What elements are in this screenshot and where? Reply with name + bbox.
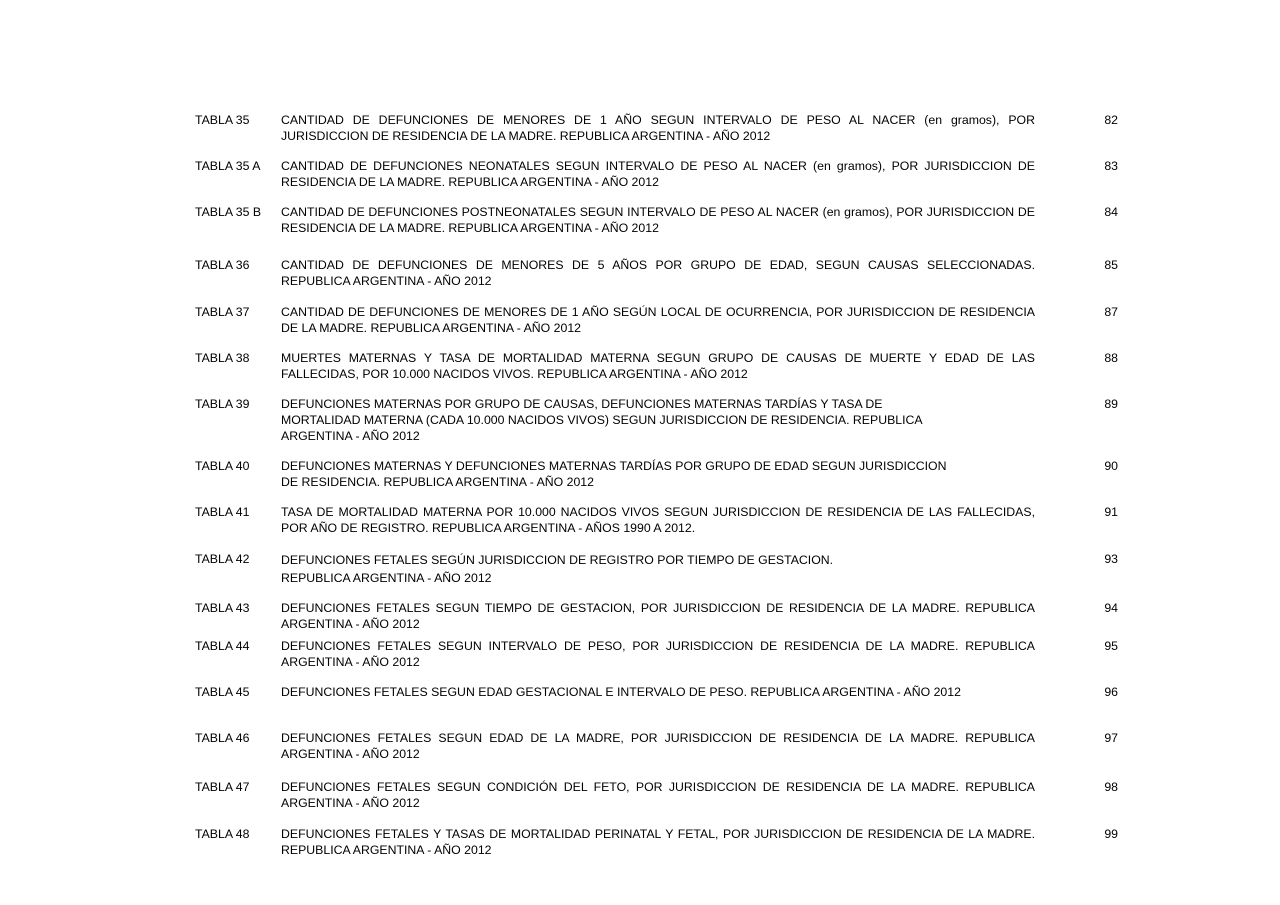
toc-entry-description: CANTIDAD DE DEFUNCIONES NEONATALES SEGUN INTERVALO DE PESO AL NACER (en gramos), POR JURISDICCION DE RESIDENCIA DE LA MADRE. REPUBLICA ARGENTINA - AÑO 2012	[281, 159, 1035, 189]
toc-entry-label: TABLA 45	[195, 685, 250, 699]
toc-entry-description: DEFUNCIONES FETALES SEGUN INTERVALO DE PESO, POR JURISDICCION DE RESIDENCIA DE LA MADRE. REPUBLICA ARGENTINA - AÑO 2012	[281, 639, 1035, 669]
toc-entry-tabla-40[interactable]	[195, 458, 1125, 506]
toc-entry-tabla-38[interactable]	[195, 350, 1125, 398]
toc-entry-description-line: DEFUNCIONES FETALES SEGÚN JURISDICCION DE REGISTRO POR TIEMPO DE GESTACION.	[281, 553, 834, 567]
toc-entry-label: TABLA 35	[195, 113, 250, 127]
toc-entry-page-number: 85	[1104, 258, 1118, 272]
toc-entry-label: TABLA 44	[195, 639, 250, 653]
toc-entry-label: TABLA 36	[195, 258, 250, 272]
toc-entry-tabla-46[interactable]	[195, 730, 1125, 778]
toc-entry-tabla-35[interactable]	[195, 112, 1125, 160]
toc-entry-page-number: 87	[1104, 305, 1118, 319]
toc-entry-description-line: ARGENTINA - AÑO 2012	[281, 429, 420, 443]
toc-entry-page-number: 84	[1104, 205, 1118, 219]
toc-entry-page-number: 89	[1104, 397, 1118, 411]
toc-entry-tabla-39[interactable]	[195, 396, 1125, 460]
toc-entry-page-number: 88	[1104, 351, 1118, 365]
toc-entry-tabla-35-b[interactable]	[195, 204, 1125, 252]
toc-entry-label: TABLA 46	[195, 731, 250, 745]
toc-entry-description-line: REPUBLICA ARGENTINA - AÑO 2012	[281, 571, 492, 585]
toc-entry-tabla-35-a[interactable]	[195, 158, 1125, 206]
toc-entry-description: DEFUNCIONES FETALES Y TASAS DE MORTALIDAD PERINATAL Y FETAL, POR JURISDICCION DE RESIDENCIA DE LA MADRE. REPUBLICA ARGENTINA - AÑO 2012	[281, 827, 1035, 857]
toc-entry-description: CANTIDAD DE DEFUNCIONES DE MENORES DE 5 AÑOS POR GRUPO DE EDAD, SEGUN CAUSAS SELECCIONADAS. REPUBLICA ARGENTINA - AÑO 2012	[281, 258, 1035, 288]
toc-entry-description-line: DEFUNCIONES MATERNAS POR GRUPO DE CAUSAS, DEFUNCIONES MATERNAS TARDÍAS Y TASA DE	[281, 397, 883, 411]
toc-entry-page-number: 97	[1104, 731, 1118, 745]
toc-entry-tabla-36[interactable]	[195, 257, 1125, 305]
toc-entry-label: TABLA 47	[195, 780, 250, 794]
toc-entry-description	[281, 551, 1035, 587]
toc-entry-description	[281, 396, 1035, 444]
toc-entry-page-number: 91	[1104, 505, 1118, 519]
toc-entry-label: TABLA 35 A	[195, 159, 261, 173]
toc-entry-label: TABLA 41	[195, 505, 250, 519]
toc-entry-label: TABLA 40	[195, 459, 250, 473]
toc-entry-label: TABLA 42	[195, 552, 250, 566]
toc-entry-label: TABLA 48	[195, 827, 250, 841]
toc-entry-page-number: 93	[1104, 552, 1118, 566]
toc-entry-tabla-44[interactable]	[195, 638, 1125, 686]
toc-entry-page-number: 90	[1104, 459, 1118, 473]
toc-entry-label: TABLA 38	[195, 351, 250, 365]
toc-entry-page-number: 82	[1104, 113, 1118, 127]
toc-entry-description: DEFUNCIONES FETALES SEGUN EDAD GESTACIONAL E INTERVALO DE PESO. REPUBLICA ARGENTINA - AÑO 2012	[281, 685, 961, 699]
toc-entry-description: DEFUNCIONES FETALES SEGUN CONDICIÓN DEL FETO, POR JURISDICCION DE RESIDENCIA DE LA MADRE. REPUBLICA ARGENTINA - AÑO 2012	[281, 780, 1035, 810]
toc-entry-description	[281, 458, 1035, 490]
toc-entry-description: DEFUNCIONES FETALES SEGUN EDAD DE LA MADRE, POR JURISDICCION DE RESIDENCIA DE LA MADRE. REPUBLICA ARGENTINA - AÑO 2012	[281, 731, 1035, 761]
toc-entry-page-number: 98	[1104, 780, 1118, 794]
toc-entry-tabla-43[interactable]	[195, 600, 1125, 638]
toc-entry-page-number: 94	[1104, 601, 1118, 615]
toc-entry-description: DEFUNCIONES FETALES SEGUN TIEMPO DE GESTACION, POR JURISDICCION DE RESIDENCIA DE LA MADRE. REPUBLICA ARGENTINA - AÑO 2012	[281, 601, 1035, 631]
toc-entry-tabla-45[interactable]	[195, 684, 1125, 732]
toc-entry-tabla-42[interactable]	[195, 551, 1125, 599]
toc-entry-tabla-47[interactable]	[195, 779, 1125, 827]
toc-entry-tabla-48[interactable]	[195, 826, 1125, 874]
toc-entry-label: TABLA 39	[195, 397, 250, 411]
toc-entry-page-number: 96	[1104, 685, 1118, 699]
toc-entry-page-number: 83	[1104, 159, 1118, 173]
toc-entry-tabla-41[interactable]	[195, 504, 1125, 552]
toc-entry-description: TASA DE MORTALIDAD MATERNA POR 10.000 NACIDOS VIVOS SEGUN JURISDICCION DE RESIDENCIA DE LAS FALLECIDAS, POR AÑO DE REGISTRO. REPUBLICA ARGENTINA - AÑOS 1990 A 2012.	[281, 505, 1035, 535]
toc-entry-description: CANTIDAD DE DEFUNCIONES POSTNEONATALES SEGUN INTERVALO DE PESO AL NACER (en gramos), POR JURISDICCION DE RESIDENCIA DE LA MADRE. REPUBLICA ARGENTINA - AÑO 2012	[281, 205, 1035, 235]
toc-entry-label: TABLA 37	[195, 305, 250, 319]
toc-entry-description: CANTIDAD DE DEFUNCIONES DE MENORES DE 1 AÑO SEGUN INTERVALO DE PESO AL NACER (en gramos), POR JURISDICCION DE RESIDENCIA DE LA MADRE. REPUBLICA ARGENTINA - AÑO 2012	[281, 113, 1035, 143]
toc-entry-description: CANTIDAD DE DEFUNCIONES DE MENORES DE 1 AÑO SEGÚN LOCAL DE OCURRENCIA, POR JURISDICCION DE RESIDENCIA DE LA MADRE. REPUBLICA ARGENTINA - AÑO 2012	[281, 305, 1035, 335]
toc-entry-description: MUERTES MATERNAS Y TASA DE MORTALIDAD MATERNA SEGUN GRUPO DE CAUSAS DE MUERTE Y EDAD DE LAS FALLECIDAS, POR 10.000 NACIDOS VIVOS. REPUBLICA ARGENTINA - AÑO 2012	[281, 351, 1035, 381]
toc-entry-page-number: 99	[1104, 827, 1118, 841]
toc-entry-description-line: DE RESIDENCIA. REPUBLICA ARGENTINA - AÑO 2012	[281, 475, 594, 489]
toc-entry-label: TABLA 43	[195, 601, 250, 615]
toc-entry-tabla-37[interactable]	[195, 304, 1125, 352]
toc-entry-description-line: MORTALIDAD MATERNA (CADA 10.000 NACIDOS VIVOS) SEGUN JURISDICCION DE RESIDENCIA. REPUBLICA	[281, 413, 923, 427]
toc-entry-page-number: 95	[1104, 639, 1118, 653]
toc-entry-label: TABLA 35 B	[195, 205, 262, 219]
toc-entry-description-line: DEFUNCIONES MATERNAS Y DEFUNCIONES MATERNAS TARDÍAS POR GRUPO DE EDAD SEGUN JURISDICCION	[281, 459, 947, 473]
